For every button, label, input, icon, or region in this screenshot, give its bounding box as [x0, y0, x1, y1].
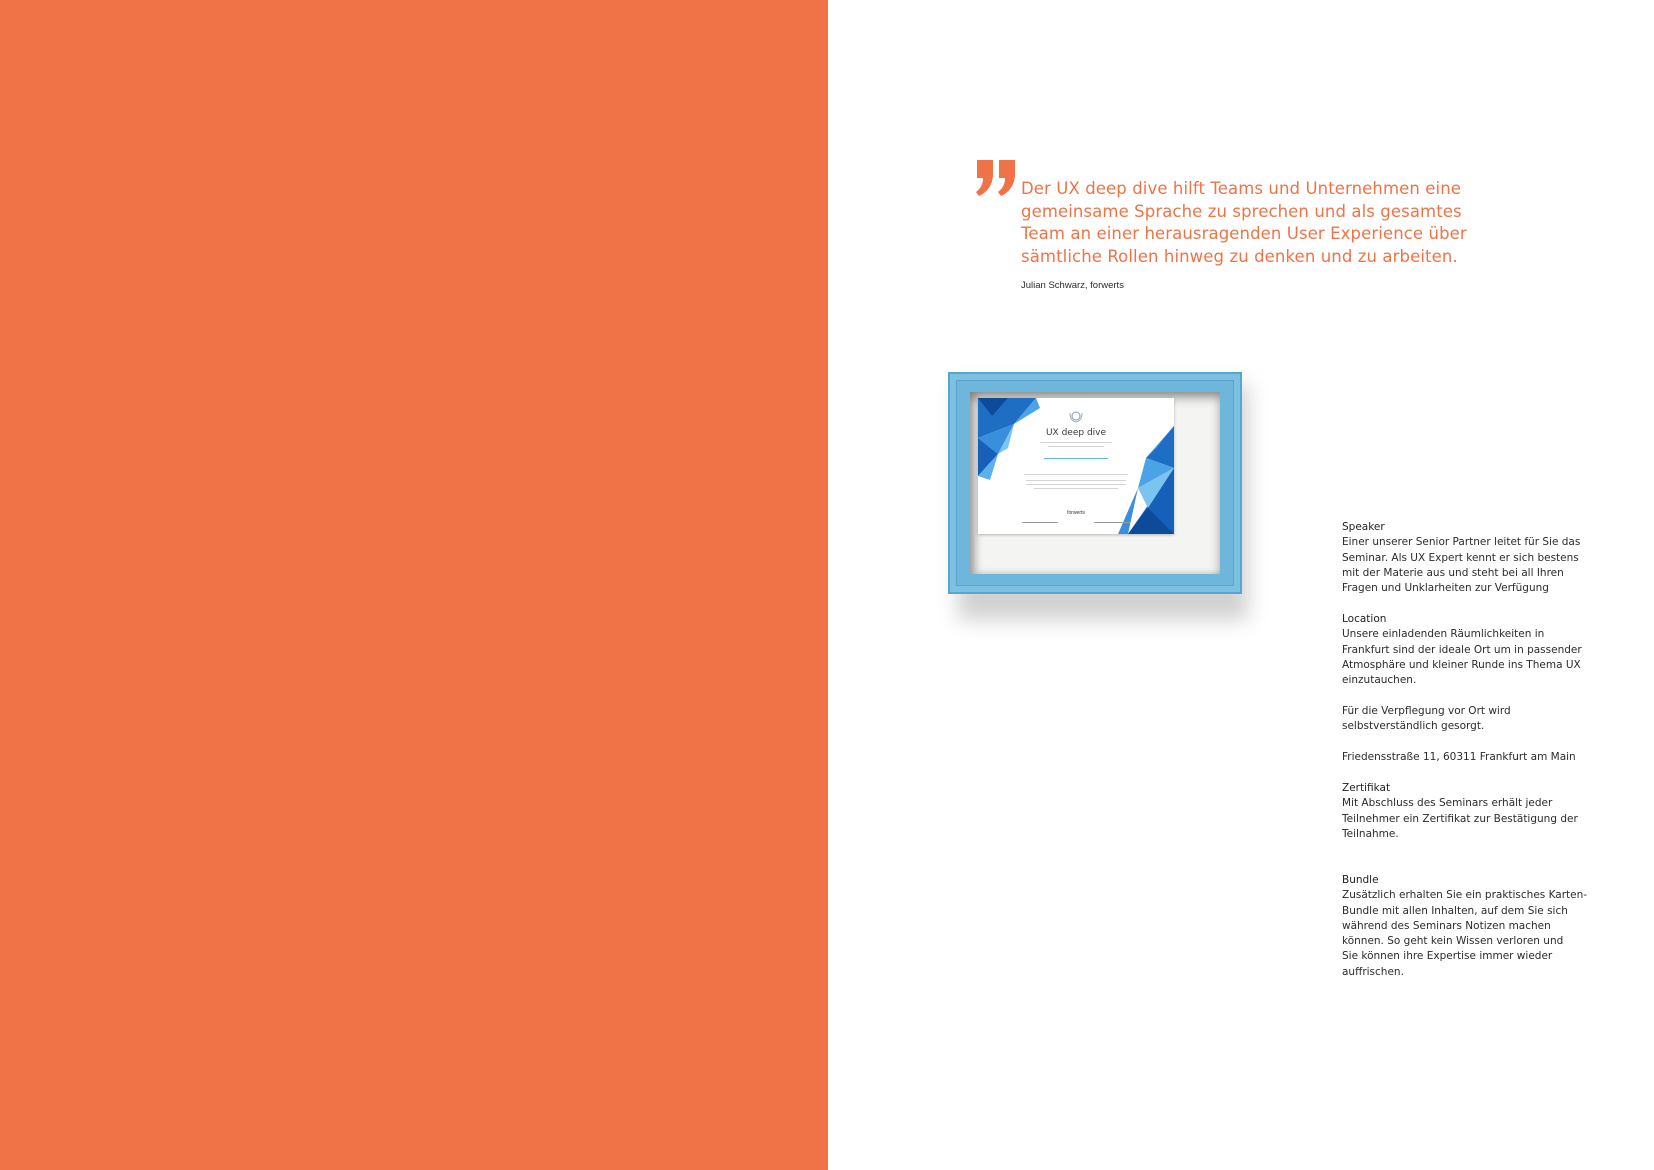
- signature-line: [1094, 522, 1130, 523]
- quote-mark-icon: [974, 160, 1018, 196]
- quote-author: Julian Schwarz, forwerts: [1021, 280, 1124, 291]
- certificate-brand: forwerts: [1067, 510, 1085, 516]
- address-text: Friedensstraße 11, 60311 Frankfurt am Main: [1342, 751, 1576, 763]
- certificate-line: [1026, 480, 1126, 481]
- speaker-heading: Speaker: [1342, 521, 1385, 533]
- bundle-section: [1342, 873, 1602, 980]
- catering-section: [1342, 704, 1602, 735]
- location-section: [1342, 612, 1602, 688]
- location-heading: Location: [1342, 613, 1387, 625]
- speaker-section: [1342, 520, 1602, 596]
- catering-text: Für die Verpflegung vor Ort wird selbstverständlich gesorgt.: [1342, 705, 1511, 733]
- certificate-highlight-line: [1044, 458, 1108, 459]
- certificate-line: [1024, 474, 1128, 475]
- certificate-heading: Zertifikat: [1342, 782, 1391, 794]
- certificate-line: [1040, 442, 1112, 443]
- certificate-line: [1026, 484, 1126, 485]
- certificate-sheet: [978, 398, 1174, 534]
- certificate-frame: [948, 372, 1242, 594]
- certificate-text: Mit Abschluss des Seminars erhält jeder Teilnehmer ein Zertifikat zur Bestätigung der Teilnahme.: [1342, 797, 1578, 840]
- location-text: Unsere einladenden Räumlichkeiten in Frankfurt sind der ideale Ort um in passender Atmosphäre und kleiner Runde ins Thema UX einzutauchen.: [1342, 628, 1582, 687]
- speaker-text: Einer unserer Senior Partner leitet für Sie das Seminar. Als UX Expert kennt er sich bestens mit der Materie aus und steht bei all Ihren Fragen und Unklarheiten zur Verfügung: [1342, 536, 1581, 595]
- testimonial-quote: Der UX deep dive hilft Teams und Unternehmen eine gemeinsame Sprache zu sprechen und als gesamtes Team an einer herausragenden User Experience über sämtliche Rollen hinweg zu denken und zu arbeiten.: [1021, 179, 1467, 266]
- certificate-section: [1342, 781, 1602, 842]
- address-section: [1342, 750, 1602, 765]
- certificate-title: UX deep dive: [1045, 428, 1107, 438]
- certificate-line: [1034, 488, 1118, 489]
- bundle-text: Zusätzlich erhalten Sie ein praktisches Karten- Bundle mit allen Inhalten, auf dem Sie sich während des Seminars Notizen machen können. So geht kein Wissen verloren und Sie können ihre Expertise immer wieder auffrischen.: [1342, 889, 1588, 978]
- laurel-badge-icon: [1068, 410, 1084, 424]
- signature-line: [1022, 522, 1058, 523]
- certificate-line: [1048, 446, 1104, 447]
- bundle-heading: Bundle: [1342, 874, 1379, 886]
